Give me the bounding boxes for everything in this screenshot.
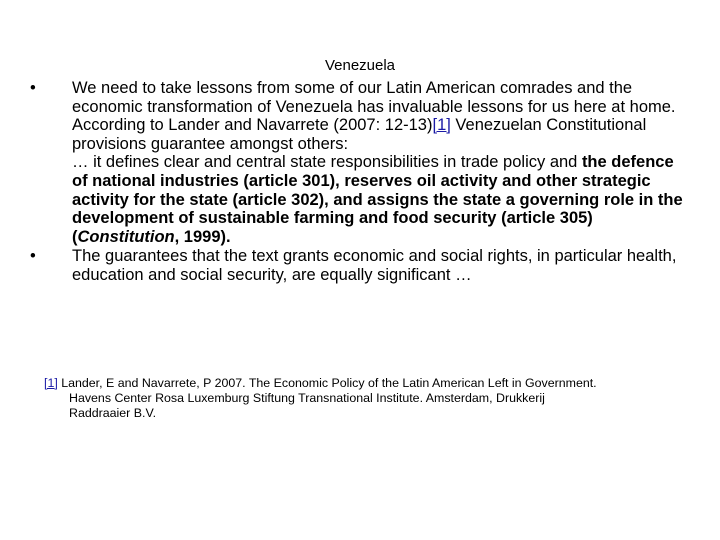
quote-citation-title: Constitution — [77, 227, 175, 246]
quote-citation-year: , 1999). — [174, 227, 231, 246]
footnote-number-link[interactable]: [1] — [44, 376, 58, 390]
bullet-icon: • — [30, 79, 36, 97]
constitution-quote — [72, 153, 690, 246]
bullet-text: We need to take lessons from some of our Latin American comrades and the economic transformation of Venezuela has invaluable lessons for us here at home. According to Lander and Navarrete (2007: 12-13) — [72, 79, 676, 135]
footnote-reference-link[interactable]: [1] — [432, 116, 451, 135]
quote-text: … it defines clear and central state responsibilities in trade policy and — [72, 153, 582, 172]
footnote — [44, 376, 694, 421]
bullet-text: The guarantees that the text grants economic and social rights, in particular health, education and social security, are equally significant … — [72, 247, 677, 284]
footnote-text: Lander, E and Navarrete, P 2007. The Economic Policy of the Latin American Left in Government. — [57, 376, 597, 390]
bullet-item-guarantees — [30, 247, 690, 284]
bullet-text-continued: Venezuelan Constitutional provisions guarantee amongst others: — [72, 116, 647, 153]
bullet-icon: • — [30, 247, 36, 266]
slide-title: Venezuela — [324, 57, 396, 74]
footnote-text-line3: Raddraaier B.V. — [69, 406, 157, 420]
bullet-item-lessons — [30, 79, 690, 246]
bullet-list — [30, 79, 690, 285]
footnote-text-line2: Havens Center Rosa Luxemburg Stiftung Transnational Institute. Amsterdam, Drukkerij — [69, 391, 545, 405]
quote-bold-text: the defence of national industries (article 301), reserves oil activity and other strategic activity for the state (article 302), and assigns the state a governing role in the development of sustainable farming and food security (article 305)( — [72, 153, 683, 246]
